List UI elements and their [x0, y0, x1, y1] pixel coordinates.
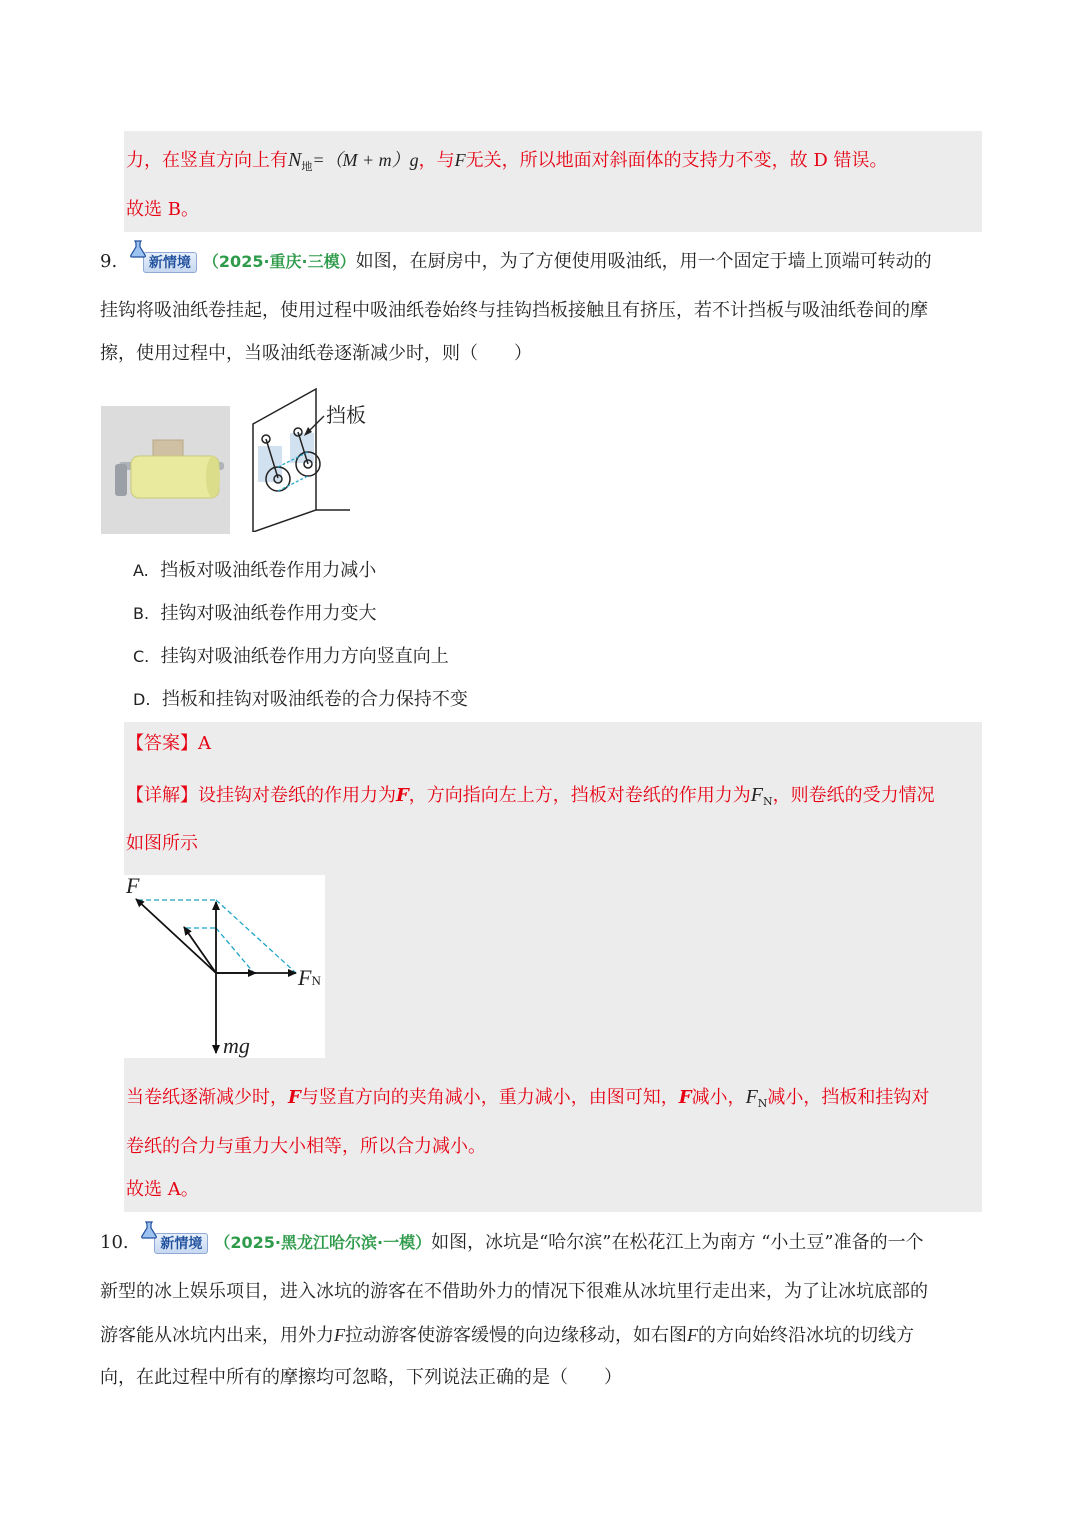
q9-source: （2025·重庆·三模） — [202, 252, 356, 271]
q9-stem-line1 — [100, 252, 932, 273]
flask-icon — [128, 239, 148, 259]
formula-sub: 地 — [301, 160, 313, 173]
symbol-F: F — [678, 1087, 692, 1108]
formula-F: F — [454, 150, 466, 170]
q10-source: （2025·黑龙江哈尔滨·一模） — [214, 1233, 432, 1252]
text: ，与 — [418, 150, 455, 171]
q10-stem-line1 — [100, 1233, 924, 1254]
q9-option-b[interactable] — [133, 605, 377, 623]
option-letter: A. — [133, 561, 149, 580]
text: 无关，所以地面对斜面体的支持力不变，故 D 错误。 — [465, 150, 888, 171]
symbol-FN: F — [750, 784, 763, 806]
symbol-F: F — [334, 1325, 345, 1345]
q9-concl-line2: 卷纸的合力与重力大小相等，所以合力减小。 — [126, 1136, 486, 1157]
q9-stem-line3: 擦，使用过程中，当吸油纸卷逐渐减少时，则（ ） — [100, 343, 532, 364]
force-label-FN — [298, 965, 321, 991]
text: 力，在竖直方向上有 — [126, 150, 288, 171]
option-letter: D. — [133, 690, 151, 709]
q9-option-c[interactable] — [133, 648, 449, 666]
symbol-F: F — [396, 785, 409, 806]
option-text: 挡板和挂钩对吸油纸卷的合力保持不变 — [161, 689, 468, 710]
paper-roll-photo — [101, 406, 230, 534]
text: ，方向指向左上方，挡板对卷纸的作用力为 — [408, 785, 751, 806]
q9-stem-line2: 挂钩将吸油纸卷挂起，使用过程中吸油纸卷始终与挂钩挡板接触且有挤压，若不计挡板与吸油纸卷间的摩 — [100, 300, 928, 321]
symbol-F: F — [687, 1325, 698, 1345]
option-text: 挂钩对吸油纸卷作用力变大 — [160, 603, 377, 624]
symbol-FN-sub: N — [757, 1097, 768, 1110]
paper-roll-image — [101, 406, 230, 534]
text: 减小， — [691, 1087, 746, 1108]
text: 拉动游客使游客缓慢的向边缘移动，如右图 — [345, 1325, 687, 1346]
prev-solution-line1 — [126, 150, 888, 172]
q10-stem-line3 — [100, 1326, 914, 1345]
option-text: 挂钩对吸油纸卷作用力方向竖直向上 — [160, 646, 449, 667]
q10-text1: 如图，冰坑是“哈尔滨”在松花江上为南方 “小土豆”准备的一个 — [431, 1232, 924, 1253]
force-label-mg: mg — [223, 1033, 250, 1058]
option-letter: B. — [133, 604, 150, 623]
new-scenario-badge — [143, 252, 197, 273]
symbol-FN-sub: N — [763, 795, 773, 808]
q10-stem-line4: 向，在此过程中所有的摩擦均可忽略，下列说法正确的是（ ） — [100, 1367, 622, 1388]
detail-label: 【详解】 — [126, 785, 198, 806]
answer-label: 【答案】 — [126, 733, 198, 754]
force-diagram — [124, 875, 325, 1058]
text: ，则卷纸的受力情况 — [772, 785, 935, 806]
text: 当卷纸逐渐减少时， — [126, 1087, 288, 1108]
force-diagram-svg — [124, 875, 325, 1058]
option-text: 挡板对吸油纸卷作用力减小 — [160, 560, 377, 581]
q9-option-d[interactable] — [133, 691, 468, 709]
q9-text1: 如图，在厨房中，为了方便使用吸油纸，用一个固定于墙上顶端可转动的 — [355, 251, 932, 272]
q10-stem-line2: 新型的冰上娱乐项目，进入冰坑的游客在不借助外力的情况下很难从冰坑里行走出来，为了让冰坑底部的 — [100, 1281, 928, 1302]
q9-option-a[interactable] — [133, 562, 376, 580]
badge-label: 新情境 — [148, 255, 191, 271]
symbol-F: F — [288, 1087, 301, 1108]
new-scenario-badge — [154, 1233, 208, 1254]
text: 设挂钩对卷纸的作用力为 — [198, 785, 396, 806]
badge-label: 新情境 — [160, 1236, 203, 1252]
fn-main: F — [298, 965, 312, 990]
force-label-F: F — [126, 873, 140, 898]
prev-solution-box — [124, 131, 982, 232]
answer-value: A — [198, 733, 211, 754]
fn-sub: N — [311, 973, 321, 988]
text: 减小，挡板和挂钩对 — [767, 1087, 930, 1108]
formula-N: N — [288, 149, 302, 171]
symbol-FN: F — [745, 1086, 758, 1108]
text: 游客能从冰坑内出来，用外力 — [100, 1325, 334, 1346]
prev-solution-line2: 故选 B。 — [126, 199, 199, 220]
flask-icon — [139, 1220, 159, 1240]
option-letter: C. — [133, 647, 150, 666]
q10-number: 10. — [100, 1232, 129, 1253]
formula-rest: =（M + m）g — [312, 150, 419, 170]
q9-answer — [126, 735, 211, 753]
baffle-label: 挡板 — [326, 403, 366, 427]
text: 的方向始终沿冰坑的切线方 — [698, 1325, 914, 1346]
q9-detail-line1 — [126, 785, 935, 807]
q9-number: 9. — [100, 251, 118, 272]
text: 与竖直方向的夹角减小，重力减小，由图可知， — [300, 1087, 679, 1108]
q9-concl-line1 — [126, 1087, 929, 1109]
q9-detail-line2: 如图所示 — [126, 833, 198, 854]
q9-concl-line3: 故选 A。 — [126, 1179, 199, 1200]
